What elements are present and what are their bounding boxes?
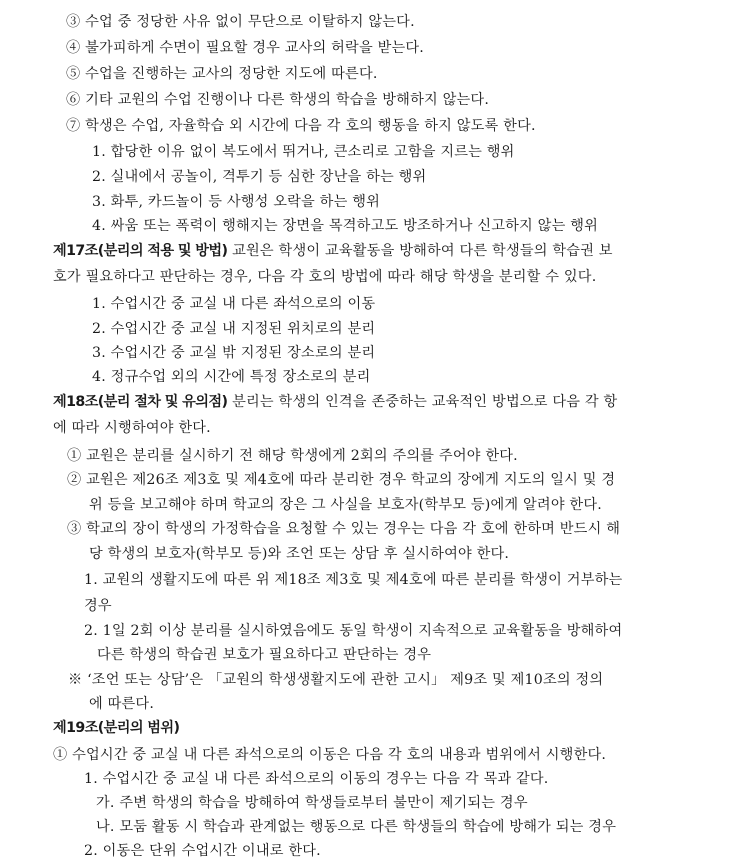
- article-17-item-3: 3. 수업시간 중 교실 밖 지정된 장소로의 분리: [92, 345, 376, 361]
- article-18-para-3: ③ 학교의 장이 학생의 가정학습을 요청할 수 있는 경우는 다음 각 호에 한하며 반드시 해: [67, 521, 621, 537]
- clause-text: 기타 교원의 수업 진행이나 다른 학생의 학습을 방해하지 않는다.: [85, 92, 490, 108]
- article-18-para-3-cont: 당 학생의 보호자(학부모 등)와 조언 또는 상담 후 실시하여야 한다.: [89, 546, 510, 562]
- article-18-body-cont: 에 따라 시행하여야 한다.: [53, 420, 211, 436]
- clause-marker: ③: [66, 14, 81, 30]
- article-18-note-cont: 에 따른다.: [89, 696, 155, 712]
- article-17-heading: 제17조(분리의 적용 및 방법): [53, 243, 228, 259]
- article-17-item-4: 4. 정규수업 외의 시간에 특정 장소로의 분리: [92, 369, 371, 385]
- article-19-sub-na: 나. 모둠 활동 시 학습과 관계없는 행동으로 다른 학생들의 학습에 방해가 되는 경우: [96, 819, 617, 835]
- article-17-body: 교원은 학생이 교육활동을 방해하여 다른 학생들의 학습권 보: [232, 243, 613, 259]
- article-18-heading: 제18조(분리 절차 및 유의점): [53, 394, 228, 410]
- article-17-item-1: 1. 수업시간 중 교실 내 다른 좌석으로의 이동: [92, 296, 376, 312]
- article-19-para-1: ① 수업시간 중 교실 내 다른 좌석으로의 이동은 다음 각 호의 내용과 범위에서 시행한다.: [53, 747, 607, 763]
- clause-3: [66, 12, 415, 32]
- clause-7-item-4: 4. 싸움 또는 폭력이 행해지는 장면을 목격하고도 방조하거나 신고하지 않는 행위: [92, 218, 599, 234]
- article-18-first-line: [53, 392, 617, 412]
- clause-7-item-2: 2. 실내에서 공놀이, 격투기 등 심한 장난을 하는 행위: [92, 169, 427, 185]
- article-19-sub-ga: 가. 주변 학생의 학습을 방해하여 학생들로부터 불만이 제기되는 경우: [96, 795, 528, 811]
- article-18-para-2-cont: 위 등을 보고해야 하며 학교의 장은 그 사실을 보호자(학부모 등)에게 알려야 한다.: [89, 497, 602, 513]
- clause-7-item-3: 3. 화투, 카드놀이 등 사행성 오락을 하는 행위: [92, 194, 381, 210]
- article-17-first-line: [53, 241, 706, 261]
- clause-7-item-1: 1. 합당한 이유 없이 복도에서 뛰거나, 큰소리로 고함을 지르는 행위: [92, 144, 515, 160]
- article-18-item-1: 1. 교원의 생활지도에 따른 위 제18조 제3호 및 제4호에 따른 분리를 학생이 거부하는: [84, 572, 623, 588]
- article-18-body: 분리는 학생의 인격을 존중하는 교육적인 방법으로 다음 각 항: [232, 394, 618, 410]
- article-18-item-2: 2. 1일 2회 이상 분리를 실시하였음에도 동일 학생이 지속적으로 교육활동을 방해하여: [84, 623, 623, 639]
- article-18-item-1-cont: 경우: [84, 598, 112, 614]
- article-17-body-cont: 호가 필요하다고 판단하는 경우, 다음 각 호의 방법에 따라 해당 학생을 분리할 수 있다.: [53, 269, 597, 285]
- clause-text: 수업을 진행하는 교사의 정당한 지도에 따른다.: [85, 66, 378, 82]
- clause-marker: ⑤: [66, 66, 81, 82]
- article-18-item-2-cont: 다른 학생의 학습권 보호가 필요하다고 판단하는 경우: [97, 647, 432, 663]
- clause-text: 수업 중 정당한 사유 없이 무단으로 이탈하지 않는다.: [85, 14, 415, 30]
- article-18-para-1: ① 교원은 분리를 실시하기 전 해당 학생에게 2회의 주의를 주어야 한다.: [67, 448, 518, 464]
- article-17-item-2: 2. 수업시간 중 교실 내 지정된 위치로의 분리: [92, 321, 376, 337]
- clause-marker: ⑥: [66, 92, 81, 108]
- article-19-item-2: 2. 이동은 단위 수업시간 이내로 한다.: [84, 843, 321, 859]
- clause-marker: ④: [66, 40, 81, 56]
- clause-marker: ⑦: [66, 118, 81, 134]
- clause-text: 불가피하게 수면이 필요할 경우 교사의 허락을 받는다.: [85, 40, 424, 56]
- article-18-para-2: ② 교원은 제26조 제3호 및 제4호에 따라 분리한 경우 학교의 장에게 지도의 일시 및 경: [67, 472, 616, 488]
- article-19-heading: 제19조(분리의 범위): [53, 720, 180, 736]
- article-19-item-1: 1. 수업시간 중 교실 내 다른 좌석으로의 이동의 경우는 다음 각 목과 같다.: [84, 771, 549, 787]
- clause-4: [66, 38, 424, 58]
- clause-6: [66, 90, 489, 110]
- clause-5: [66, 64, 378, 84]
- clause-7: [66, 116, 536, 136]
- clause-text: 학생은 수업, 자율학습 외 시간에 다음 각 호의 행동을 하지 않도록 한다.: [85, 118, 536, 134]
- article-18-note: ※ ‘조언 또는 상담’은 「교원의 학생생활지도에 관한 고시」 제9조 및 제10조의 정의: [68, 672, 604, 688]
